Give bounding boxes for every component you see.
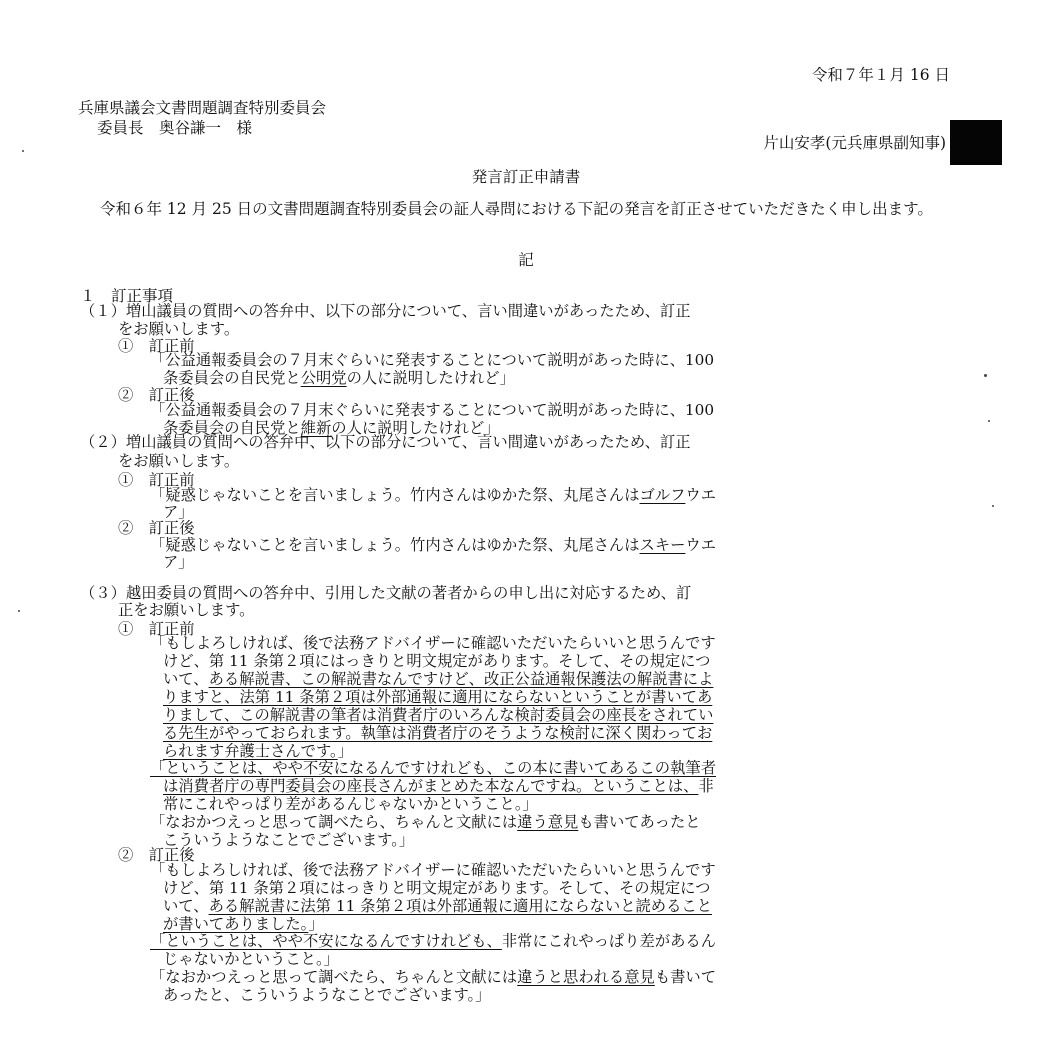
- after-label: ② 訂正後: [118, 846, 195, 864]
- ki-marker: 記: [518, 251, 534, 269]
- after-text: 「ということは、やや不安になるんですけれども、非常にこれやっぱり差があるん: [150, 932, 717, 950]
- item-heading-cont: をお願いします。: [118, 452, 240, 470]
- before-label: ① 訂正前: [118, 471, 195, 489]
- corrected-phrase: 違う意見: [517, 813, 579, 831]
- after-text: 「疑惑じゃないことを言いましょう。竹内さんはゆかた祭、丸尾さんはスキーウエ: [150, 536, 717, 554]
- scan-speck: [984, 374, 987, 377]
- after-text: 「公益通報委員会の７月末ぐらいに発表することについて説明があった時に、100: [150, 401, 715, 419]
- scan-speck: [22, 150, 24, 152]
- corrected-phrase: 維新: [300, 419, 332, 437]
- before-label: ① 訂正前: [118, 620, 195, 638]
- underlined-passage: る先生がやっておられます。執筆は消費者庁のそうような検討に深く関わってお: [163, 724, 713, 742]
- underlined-passage: りますと、法第 11 条第２項は外部通報に適用にならないということが書いてあ: [163, 688, 713, 706]
- before-text: ア」: [163, 503, 194, 521]
- underlined-passage: られます弁護士さんです。: [163, 742, 338, 760]
- underlined-passage: 「ということは、やや不安になるんですけれども、: [150, 932, 502, 950]
- before-text: 常にこれやっぱり差があるんじゃないかということ。」: [163, 795, 538, 813]
- after-text: あったと、こういうようなことでございます。」: [163, 986, 491, 1004]
- scan-speck: [988, 420, 990, 422]
- scan-speck: [18, 610, 20, 612]
- before-text: は消費者庁の専門委員会の座長さんがまとめた本なんですね。ということは、非: [163, 777, 714, 795]
- underlined-passage: は消費者庁の専門委員会の座長さんがまとめた本なんですね。ということは、: [163, 777, 699, 795]
- after-text: いて、ある解説書に法第 11 条第２項は外部通報に適用にならないと読めること: [163, 897, 712, 915]
- intro-paragraph: 令和６年 12 月 25 日の文書問題調査特別委員会の証人尋問における下記の発言を訂正させていただきたく申し出ます。: [100, 200, 933, 218]
- item-heading: （３）越田委員の質問への答弁中、引用した文献の著者からの申し出に対応するため、訂: [80, 584, 692, 602]
- corrected-phrase: スキー: [639, 536, 686, 554]
- underlined-passage: ある解説書に法第 11 条第２項は外部通報に適用にならないと読めること: [208, 897, 712, 915]
- underlined-passage: りまして、この解説書の筆者は消費者庁のいろんな検討委員会の座長をされてい: [163, 706, 714, 724]
- item-heading-cont: をお願いします。: [118, 320, 240, 338]
- before-text: 「もしよろしければ、後で法務アドバイザーに確認いただいたらいいと思うんです: [150, 634, 716, 652]
- addressee-committee: 兵庫県議会文書問題調査特別委員会: [78, 99, 327, 117]
- before-text: 「疑惑じゃないことを言いましょう。竹内さんはゆかた祭、丸尾さんはゴルフウエ: [150, 486, 717, 504]
- corrected-phrase: 違うと思われる意見: [517, 968, 655, 986]
- before-text: 「公益通報委員会の７月末ぐらいに発表することについて説明があった時に、100: [150, 351, 715, 369]
- item-heading: （２）増山議員の質問への答弁中、以下の部分について、言い間違いがあったため、訂正: [80, 433, 691, 451]
- after-text: 「なおかつえっと思って調べたら、ちゃんと文献には違うと思われる意見も書いて: [150, 968, 717, 986]
- after-text: が書いてありました。」: [163, 915, 324, 933]
- after-text: ア」: [163, 553, 194, 571]
- after-label: ② 訂正後: [118, 519, 195, 537]
- corrected-phrase: ゴルフ: [639, 486, 686, 504]
- underlined-passage: ある解説書、この解説書なんですけど、改正公益通報保護法の解説書によ: [208, 670, 714, 688]
- before-text: いて、ある解説書、この解説書なんですけど、改正公益通報保護法の解説書によ: [163, 670, 714, 688]
- sender-name: 片山安孝(元兵庫県副知事): [763, 134, 946, 152]
- addressee-chair: 委員長 奥谷謙一 様: [97, 119, 253, 137]
- after-text: じゃないかということ。」: [163, 950, 339, 968]
- underlined-passage: 「ということは、やや不安になるんですけれども、この本に書いてあるこの執筆者: [150, 759, 716, 777]
- redaction-block: [950, 120, 1002, 165]
- document-title: 発言訂正申請書: [471, 168, 581, 186]
- scan-speck: [992, 505, 994, 507]
- before-text: られます弁護士さんです。」: [163, 742, 354, 760]
- corrected-phrase: 公明党: [300, 369, 347, 387]
- after-text: 条委員会の自民党と維新の人に説明したけれど」: [163, 419, 500, 437]
- after-text: 「もしよろしければ、後で法務アドバイザーに確認いただいたらいいと思うんです: [150, 861, 716, 879]
- document-date: 令和７年１月 16 日: [811, 66, 950, 84]
- before-text: 「なおかつえっと思って調べたら、ちゃんと文献には違う意見も書いてあったと: [150, 813, 701, 831]
- item-heading-cont: 正をお願いします。: [118, 601, 255, 619]
- section-heading: １ 訂正事項: [80, 287, 174, 305]
- item-heading: （１）増山議員の質問への答弁中、以下の部分について、言い間違いがあったため、訂正: [80, 302, 691, 320]
- underlined-passage: が書いてありました。: [163, 915, 309, 933]
- before-text: 条委員会の自民党と公明党の人に説明したけれど」: [163, 369, 515, 387]
- before-label: ① 訂正前: [118, 337, 195, 355]
- before-text: けど、第 11 条第２項にはっきりと明文規定があります。そして、その規定につ: [163, 652, 711, 670]
- after-label: ② 訂正後: [118, 386, 195, 404]
- before-text: こういうようなことでございます。」: [163, 831, 415, 849]
- after-text: けど、第 11 条第２項にはっきりと明文規定があります。そして、その規定につ: [163, 879, 711, 897]
